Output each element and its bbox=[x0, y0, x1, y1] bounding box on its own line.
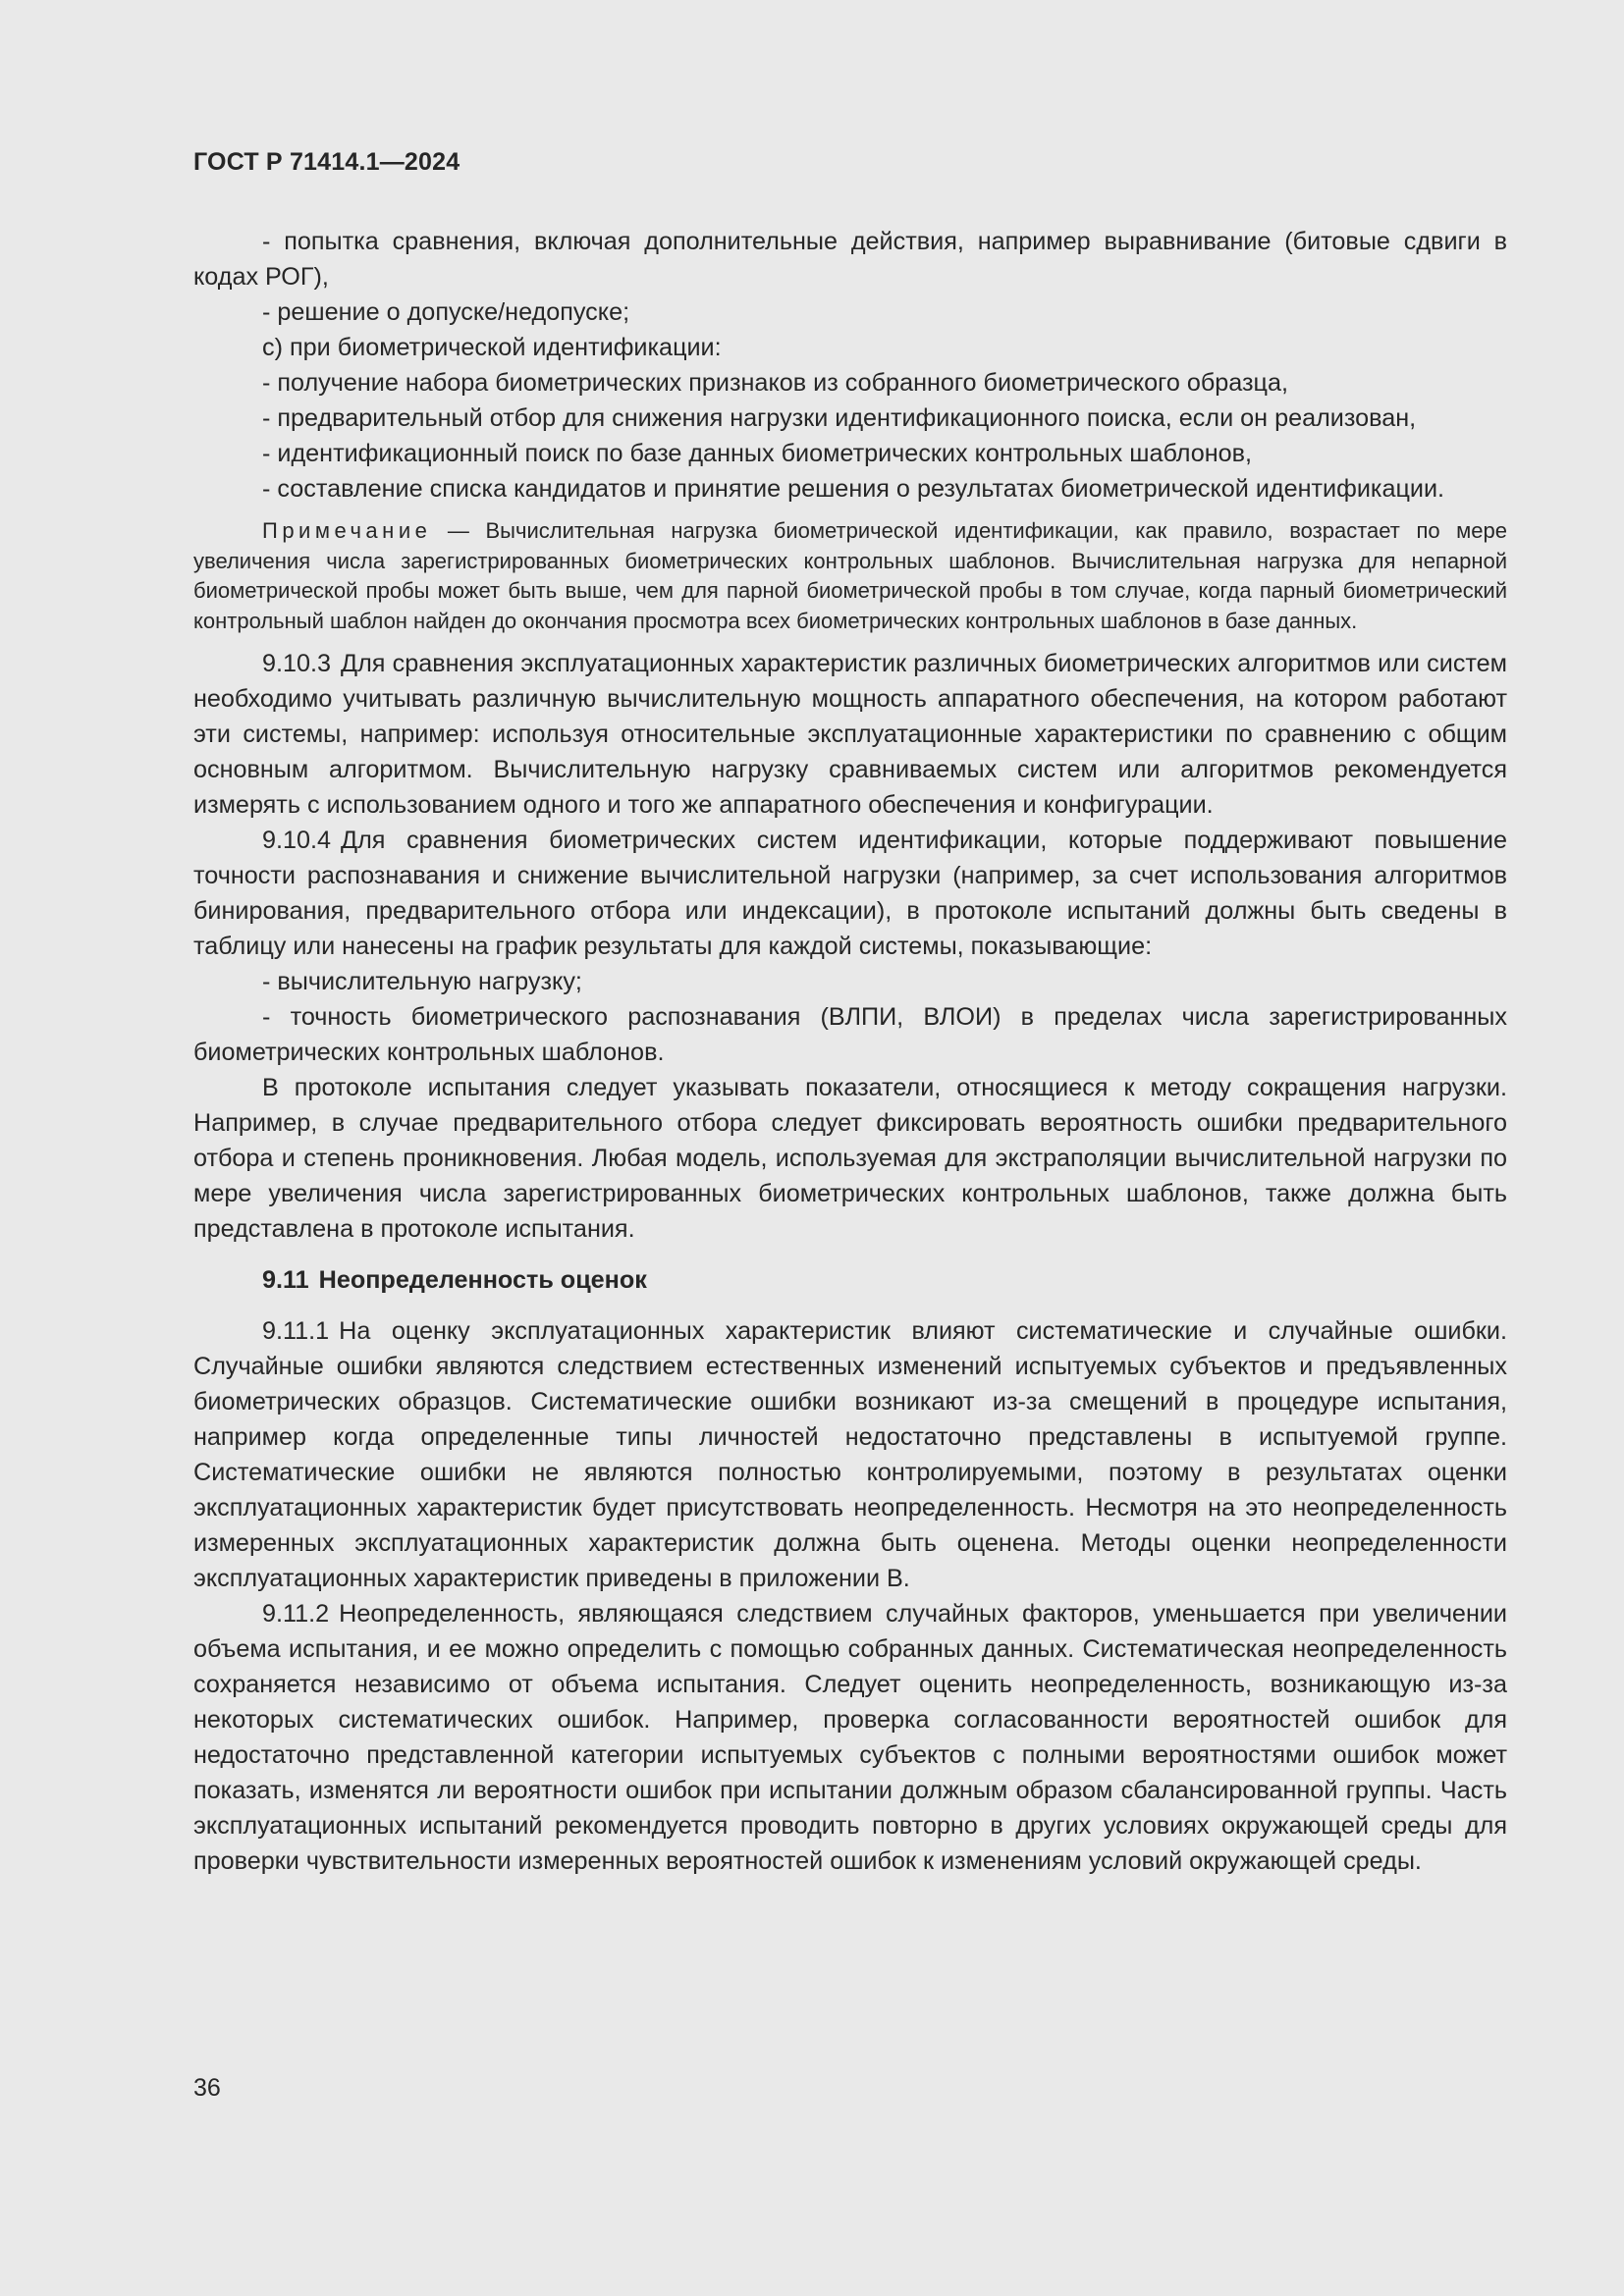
list-item: - попытка сравнения, включая дополнительные действия, например выравнивание (битовые сдвиги в кодах РОГ), bbox=[193, 228, 1507, 291]
document-header: ГОСТ Р 71414.1—2024 bbox=[193, 148, 460, 176]
paragraph-text: На оценку эксплуатационных характеристик влияют систематические и случайные ошибки. Случайные ошибки являются следствием естественных изменений испытуемых субъектов и предъявленных биометрических образцов. Систематические ошибки возникают из-за смещений в процедуре испытания, например когда определенные типы личностей недостаточно представлены в испытуемой группе. Систематические ошибки не являются полностью контролируемыми, поэтому в результатах оценки эксплуатационных характеристик будет присутствовать неопределенность. Несмотря на это неопределенность измеренных эксплуатационных характеристик должна быть оценена. Методы оценки неопределенности эксплуатационных характеристик приведены в приложении В. bbox=[193, 1317, 1507, 1592]
section-heading bbox=[262, 1262, 1507, 1298]
clause-number: 9.11.1 bbox=[262, 1317, 330, 1345]
document-body bbox=[193, 224, 1507, 1879]
clause-number: 9.10.4 bbox=[262, 827, 332, 854]
note-label: Примечание bbox=[262, 518, 432, 543]
note-text: — Вычислительная нагрузка биометрической идентификации, как правило, возрастает по мере увеличения числа зарегистрированных биометрических контрольных шаблонов. Вычислительная нагрузка для непарной биометрической пробы может быть выше, чем для парной биометрической пробы в том случае, когда парный биометрический контрольный шаблон найден до окончания просмотра всех биометрических контрольных шаблонов в базе данных. bbox=[193, 518, 1507, 633]
clause-number: 9.10.3 bbox=[262, 650, 332, 677]
section-title: Неопределенность оценок bbox=[318, 1266, 647, 1294]
paragraph-protocol: В протоколе испытания следует указывать показатели, относящиеся к методу сокращения нагрузки. Например, в случае предварительного отбора следует фиксировать вероятность ошибки предварительного отбора и степень проникновения. Любая модель, используемая для экстраполяции вычислительной нагрузки по мере увеличения числа зарегистрированных биометрических контрольных шаблонов, также должна быть представлена в протоколе испытания. bbox=[193, 1074, 1507, 1243]
clause-number: 9.11.2 bbox=[262, 1600, 330, 1628]
page-number: 36 bbox=[193, 2074, 221, 2102]
list-item: - решение о допуске/недопуске; bbox=[262, 298, 630, 326]
note-paragraph bbox=[193, 516, 1507, 636]
list-item: - идентификационный поиск по базе данных биометрических контрольных шаблонов, bbox=[262, 440, 1253, 467]
paragraph-9-11-1 bbox=[193, 1313, 1507, 1596]
paragraph-9-11-2 bbox=[193, 1596, 1507, 1879]
paragraph-text: Для сравнения эксплуатационных характеристик различных биометрических алгоритмов или систем необходимо учитывать различную вычислительную мощность аппаратного обеспечения, на котором работают эти системы, например: используя относительные эксплуатационные характеристики по сравнению с общим основным алгоритмом. Вычислительную нагрузку сравниваемых систем или алгоритмов рекомендуется измерять с использованием одного и того же аппаратного обеспечения и конфигурации. bbox=[193, 650, 1507, 819]
list-item: c) при биометрической идентификации: bbox=[262, 334, 722, 361]
paragraph-9-10-4 bbox=[193, 823, 1507, 964]
list-item: - вычислительную нагрузку; bbox=[262, 968, 582, 995]
list-item: - получение набора биометрических признаков из собранного биометрического образца, bbox=[262, 369, 1288, 397]
paragraph-text: Неопределенность, являющаяся следствием случайных факторов, уменьшается при увеличении объема испытания, и ее можно определить с помощью собранных данных. Систематическая неопределенность сохраняется независимо от объема испытания. Следует оценить неопределенность, возникающую из-за некоторых систематических ошибок. Например, проверка согласованности вероятностей ошибок для недостаточно представленной категории испытуемых субъектов с полными вероятностями ошибок может показать, изменятся ли вероятности ошибок при испытании должным образом сбалансированной группы. Часть эксплуатационных испытаний рекомендуется проводить повторно в других условиях окружающей среды для проверки чувствительности измеренных вероятностей ошибок к изменениям условий окружающей среды. bbox=[193, 1600, 1507, 1875]
paragraph-9-10-3 bbox=[193, 646, 1507, 823]
list-item: - предварительный отбор для снижения нагрузки идентификационного поиска, если он реализован, bbox=[262, 404, 1417, 432]
list-item: - точность биометрического распознавания (ВЛПИ, ВЛОИ) в пределах числа зарегистрированных биометрических контрольных шаблонов. bbox=[193, 1003, 1507, 1066]
section-number: 9.11 bbox=[262, 1266, 309, 1294]
paragraph-text: Для сравнения биометрических систем идентификации, которые поддерживают повышение точности распознавания и снижение вычислительной нагрузки (например, за счет использования алгоритмов бинирования, предварительного отбора или индексации), в протоколе испытаний должны быть сведены в таблицу или нанесены на график результаты для каждой системы, показывающие: bbox=[193, 827, 1507, 960]
list-item: - составление списка кандидатов и принятие решения о результатах биометрической идентификации. bbox=[262, 475, 1445, 503]
